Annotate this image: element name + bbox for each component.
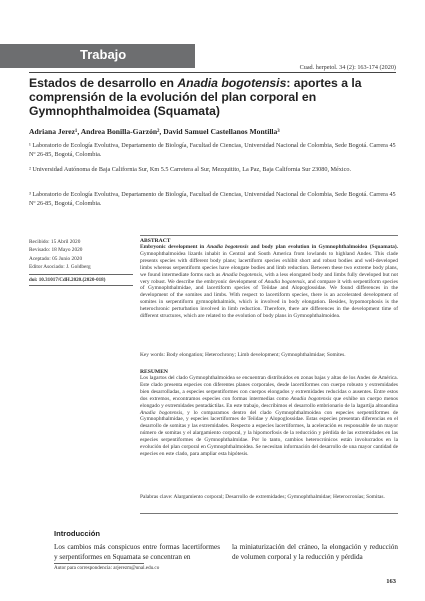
introduction-text-right: la miniaturización del cráneo, la elongación y reducción de volumen corporal y la reducción y pérdida: [232, 543, 398, 561]
page-number: 163: [386, 578, 396, 585]
journal-reference: Cuad. herpetol. 34 (2): 163-174 (2020): [299, 64, 396, 71]
header-rule: [29, 72, 396, 73]
corresponding-author-footnote: Autor para correspondencia: arjerezm@unal.edu.co: [54, 565, 160, 571]
doi-rule-top: [29, 274, 133, 275]
article-title: Estados de desarrollo en Anadia bogotensis: aportes a la comprensión de la evolución del plan corporal en Gymnophthalmoidea (Squamata): [29, 76, 362, 118]
abstract-block: [140, 238, 398, 320]
resumen-block: [140, 369, 398, 458]
date-accepted: Aceptado: 05 Junio 2020: [29, 255, 83, 262]
doi-link[interactable]: doi: 10.31017/CdH.2020.(2020-018): [29, 277, 106, 283]
footnote-rule: [54, 563, 144, 564]
abstract-heading: ABSTRACT: [140, 238, 171, 244]
introduction-text-left: Los cambios más conspicuos entre formas lacertiformes y serpentiformes en Squamata se concentran en: [54, 543, 220, 561]
abstract-rule-top: [140, 235, 398, 236]
doi-rule-bottom: [29, 285, 133, 286]
abstract-rule-bottom: [140, 513, 398, 514]
resumen-keywords: Palabras clave: Alargamiento corporal; Desarrollo de extremidades; Gymnophthalmidae; Heterocronías; Somitas.: [140, 494, 385, 500]
introduction-heading: Introducción: [54, 529, 100, 538]
affiliation-2: ² Universidad Autónoma de Baja California Sur, Km 5.5 Carretera al Sur, Mezquitito, La Paz, Baja California Sur 23080, México.: [29, 166, 352, 173]
date-received: Recibido: 15 Abril 2020: [29, 239, 81, 245]
resumen-heading: RESUMEN: [140, 369, 168, 375]
affiliation-1: ¹ Laboratorio de Ecología Evolutiva, Departamento de Biología, Facultad de Ciencias, Universidad Nacional de Colombia, Sede Bogotá. Carrera 45 Nº 26-85, Bogotá, Colombia.: [29, 142, 396, 158]
abstract-keywords: Key words: Body elongation; Heterochrony; Limb development; Gymnophthalmidae; Somites.: [140, 352, 346, 358]
associate-editor: Editor Asociado: J. Goldberg: [29, 263, 91, 270]
date-revised: Revisado: 18 Mayo 2020: [29, 247, 83, 254]
abstract-text: Embryonic development in Anadia bogotensis and body plan evolution in Gymnophthalmoidea (Squamata). Gymnophthalmoidea lizards inhabit in Central and South America from lowlands to highland Andes. This clade presents species with different body plans; lacertiform species exhibit short and robust bodies and well-developed limbs whereas serpentiform species have elongate bodies and limb reduction. Between these two extreme body plans, we found intermediate forms such as Anadia bogotensis, with a less elongated body and limbs fully developed but not very robust. We describe the embryonic development of Anadia bogotensis, and compare it with serpentiform species of Gymnophthalmidae, and lacertiform species of Teiidae and Alopoglossidae. We found differences in the development of the somites and limbs. With respect to lacertiform species, there is an accelerated development of somites in serpentiform gymnophthalmids, which is involved in body elongation. Besides, hypomorphosis is the heterochronic perturbation involved in limb reduction. Therefore, there are differences in the development time of different structures, which are related to the evolution of body plans in Gymnophthalmoidea.: [140, 244, 399, 320]
section-label: Trabajo: [80, 47, 127, 62]
resumen-text: Los lagartos del clado Gymnophthalmoidea se encuentran distribuidos en zonas bajas y altas de los Andes de América. Este clado presenta especies con diferentes planes corporales, desde lacertiformes con cuerpo robusto y extremidades bien desarrolladas, a especies serpentiformes con cuerpos elongados y extremidades reducidas o ausentes. Entre estos dos extremos, encontramos especies con formas intermedias como Anadia bogotensis que exhibe un cuerpo menos elongado y extremidades pentadáctilas. En este trabajo, describimos el desarrollo embrionario de la lagartija altoandina Anadia bogotensis, y lo comparamos dentro del clado Gymnophthalmoidea con especies serpentiformes de Gymnophthalmidae, y especies lacertiformes de Teiidae y Alopoglossidae. Estas especies presentan diferencias en el desarrollo de somitas y las extremidades. Respecto a especies lacertiformes, la aceleración es responsable de un mayor número de somitas y el alargamiento corporal, y la hipomorfosis de la reducción y pérdida de las extremidades en las especies serpentiformes de Gymnophthalmidae. Por lo tanto, cambios heterocrónicos están involucrados en la evolución del plan corporal en Gymnophthalmoidea. Se necesitan información del desarrollo de una mayor cantidad de especies en este clado, para ampliar esta hipótesis.: [140, 375, 398, 457]
article-dates: [29, 238, 129, 271]
author-list: Adriana Jerez¹, Andrea Bonilla-Garzón², David Samuel Castellanos Montilla³: [29, 127, 280, 136]
affiliation-3: ³ Laboratorio de Ecología Evolutiva, Departamento de Biología, Facultad de Ciencias, Universidad Nacional de Colombia, Sede Bogotá. Carrera 45 Nº 26-85, Bogotá, Colombia.: [29, 191, 396, 207]
